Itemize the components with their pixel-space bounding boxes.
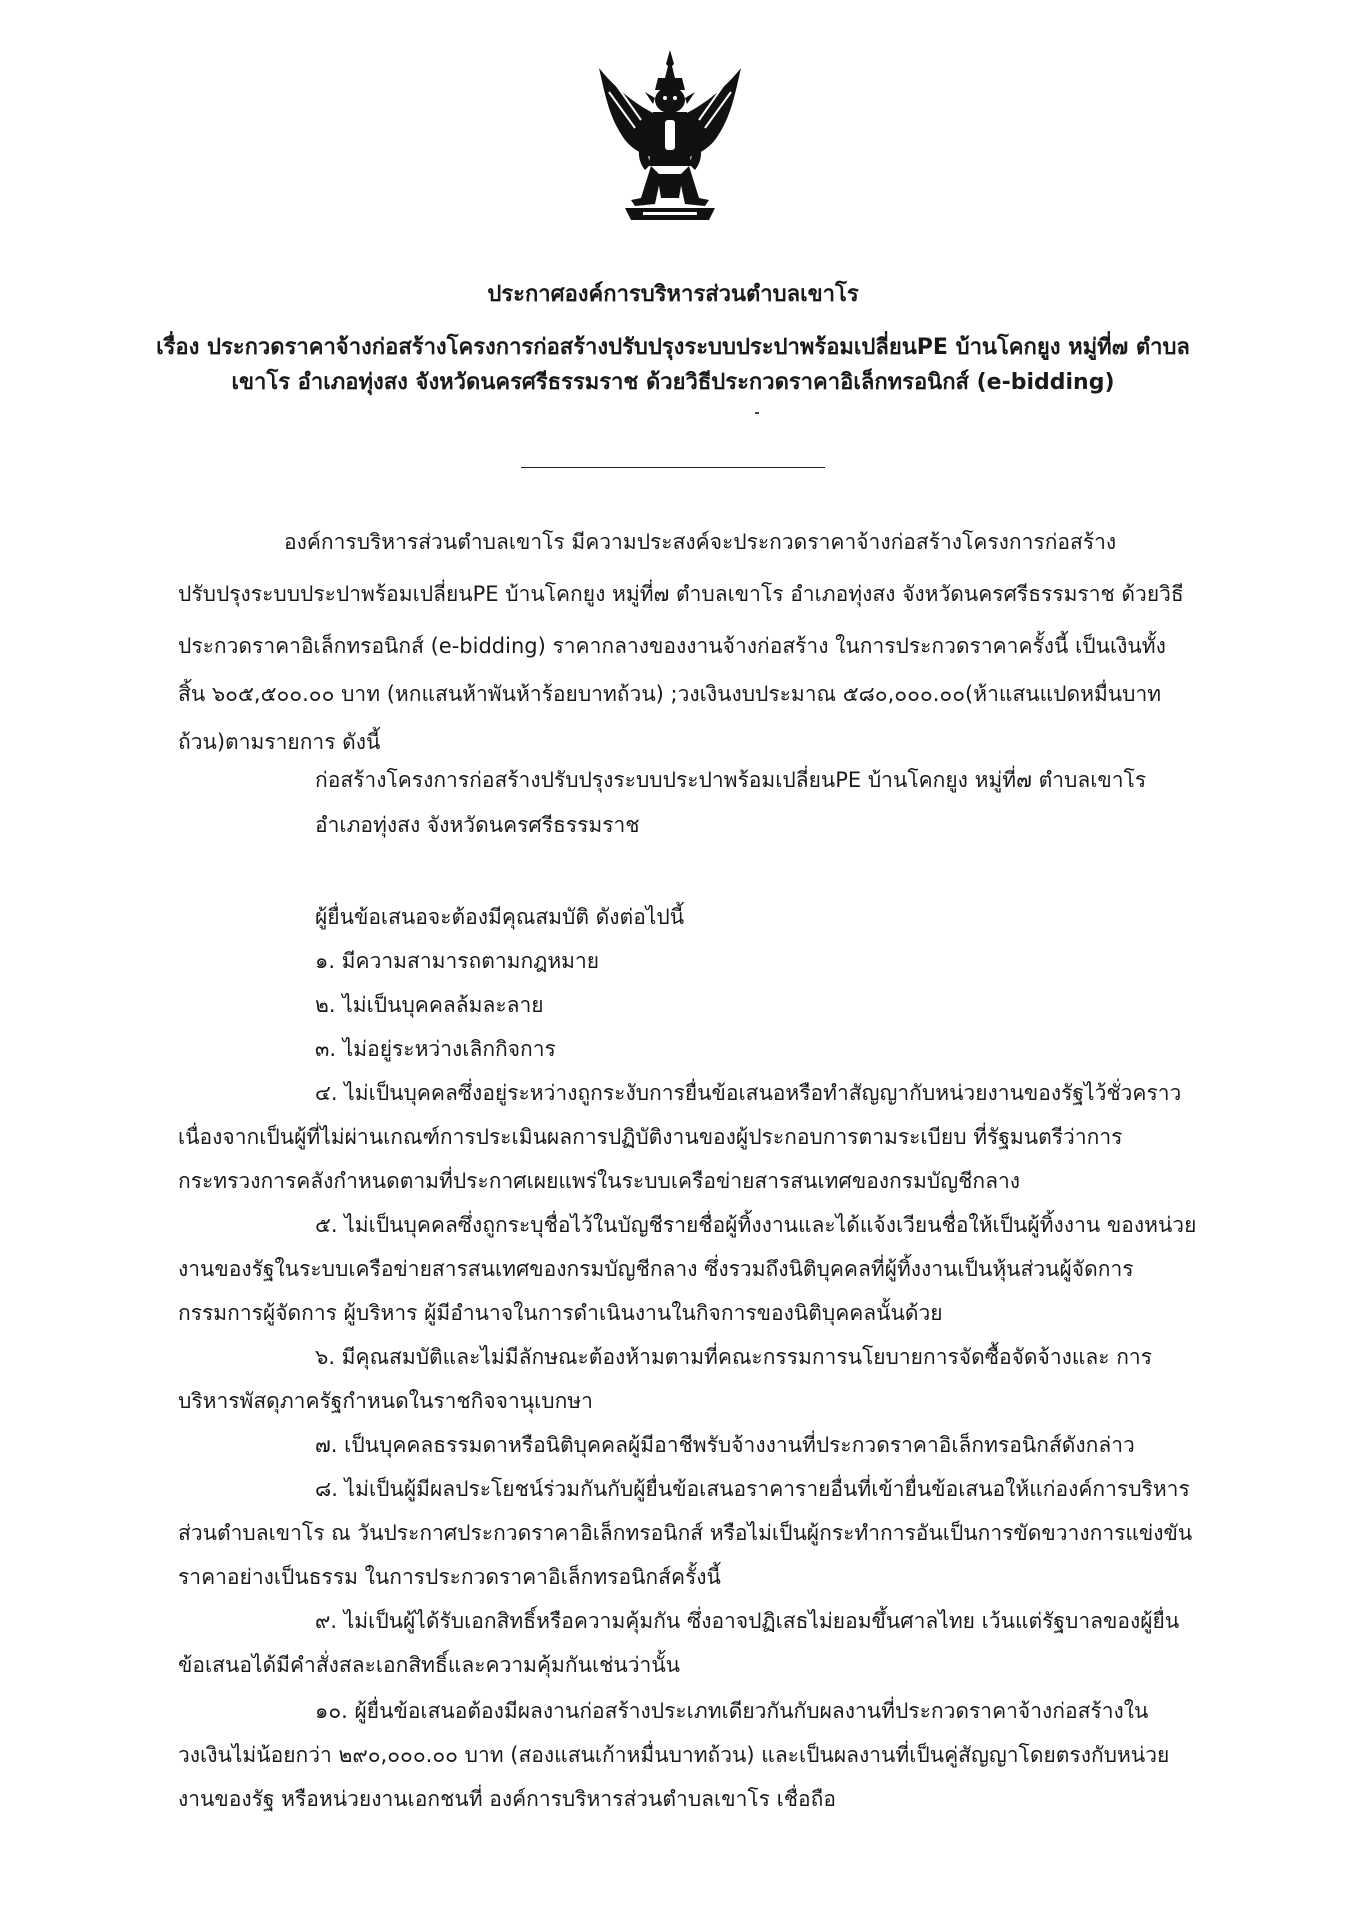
subject-line-1: เรื่อง ประกวดราคาจ้างก่อสร้างโครงการก่อสร้างปรับปรุงระบบประปาพร้อมเปลี่ยนPE บ้านโคกยูง หมู่ที่๗ ตำบล bbox=[156, 335, 1190, 360]
title-divider bbox=[521, 467, 825, 468]
intro-line-1: องค์การบริหารส่วนตำบลเขาโร มีความประสงค์จะประกวดราคาจ้างก่อสร้างโครงการก่อสร้าง bbox=[284, 530, 1117, 554]
qualification-8-line-2: ส่วนตำบลเขาโร ณ วันประกาศประกวดราคาอิเล็กทรอนิกส์ หรือไม่เป็นผู้กระทำการอันเป็นการขัดขวางการแข่งขัน bbox=[178, 1521, 1193, 1545]
announcement-title: ประกาศองค์การบริหารส่วนตำบลเขาโร bbox=[487, 282, 859, 307]
qualification-9-line-1: ๙. ไม่เป็นผู้ได้รับเอกสิทธิ์หรือความคุ้มกัน ซึ่งอาจปฏิเสธไม่ยอมขึ้นศาลไทย เว้นแต่รัฐบาลของผู้ยื่น bbox=[315, 1609, 1180, 1633]
intro-line-2: ปรับปรุงระบบประปาพร้อมเปลี่ยนPE บ้านโคกยูง หมู่ที่๗ ตำบลเขาโร อำเภอทุ่งสง จังหวัดนครศรีธรรมราช ด้วยวิธี bbox=[178, 582, 1184, 606]
intro-line-3: ประกวดราคาอิเล็กทรอนิกส์ (e-bidding) ราคากลางของงานจ้างก่อสร้าง ในการประกวดราคาครั้งนี้ เป็นเงินทั้ง bbox=[178, 634, 1166, 658]
qualification-5-line-2: งานของรัฐในระบบเครือข่ายสารสนเทศของกรมบัญชีกลาง ซึ่งรวมถึงนิติบุคคลที่ผู้ทิ้งงานเป็นหุ้นส่วนผู้จัดการ bbox=[178, 1257, 1134, 1281]
garuda-emblem-icon bbox=[595, 48, 745, 226]
qualification-6-line-1: ๖. มีคุณสมบัติและไม่มีลักษณะต้องห้ามตามที่คณะกรรมการนโยบายการจัดซื้อจัดจ้างและ การ bbox=[315, 1345, 1153, 1369]
qualification-6-line-2: บริหารพัสดุภาครัฐกำหนดในราชกิจจานุเบกษา bbox=[178, 1389, 593, 1413]
qualification-5-line-1: ๕. ไม่เป็นบุคคลซึ่งถูกระบุชื่อไว้ในบัญชีรายชื่อผู้ทิ้งงานและได้แจ้งเวียนชื่อให้เป็นผู้ทิ้งงาน ของหน่วย bbox=[315, 1213, 1197, 1237]
qualification-5-line-3: กรรมการผู้จัดการ ผู้บริหาร ผู้มีอำนาจในการดำเนินงานในกิจการของนิติบุคคลนั้นด้วย bbox=[178, 1301, 943, 1325]
qualification-8-line-1: ๘. ไม่เป็นผู้มีผลประโยชน์ร่วมกันกับผู้ยื่นข้อเสนอราคารายอื่นที่เข้ายื่นข้อเสนอให้แก่องค์การบริหาร bbox=[315, 1477, 1190, 1501]
qualification-10-line-3: งานของรัฐ หรือหน่วยงานเอกชนที่ องค์การบริหารส่วนตำบลเขาโร เชื่อถือ bbox=[178, 1787, 836, 1811]
subject-line-2: เขาโร อำเภอทุ่งสง จังหวัดนครศรีธรรมราช ด้วยวิธีประกวดราคาอิเล็กทรอนิกส์ (e-bidding) bbox=[231, 370, 1115, 395]
intro-line-4: สิ้น ๖๐๕,๕๐๐.๐๐ บาท (หกแสนห้าพันห้าร้อยบาทถ้วน) ;วงเงินงบประมาณ ๕๘๐,๐๐๐.๐๐(ห้าแสนแปดหมื่นบาท bbox=[178, 682, 1162, 706]
qualification-3: ๓. ไม่อยู่ระหว่างเลิกกิจการ bbox=[315, 1037, 556, 1061]
qualification-4-line-2: เนื่องจากเป็นผู้ที่ไม่ผ่านเกณฑ์การประเมินผลการปฏิบัติงานของผู้ประกอบการตามระเบียบ ที่รัฐมนตรีว่าการ bbox=[178, 1125, 1123, 1149]
qualification-1: ๑. มีความสามารถตามกฎหมาย bbox=[315, 949, 600, 973]
project-line-1: ก่อสร้างโครงการก่อสร้างปรับปรุงระบบประปาพร้อมเปลี่ยนPE บ้านโคกยูง หมู่ที่๗ ตำบลเขาโร bbox=[315, 768, 1147, 792]
qualification-4-line-3: กระทรวงการคลังกำหนดตามที่ประกาศเผยแพร่ในระบบเครือข่ายสารสนเทศของกรมบัญชีกลาง bbox=[178, 1169, 1020, 1193]
qualification-2: ๒. ไม่เป็นบุคคลล้มละลาย bbox=[315, 993, 544, 1017]
qualification-10-line-1: ๑๐. ผู้ยื่นข้อเสนอต้องมีผลงานก่อสร้างประเภทเดียวกันกับผลงานที่ประกวดราคาจ้างก่อสร้างใน bbox=[315, 1699, 1149, 1723]
qualification-10-line-2: วงเงินไม่น้อยกว่า ๒๙๐,๐๐๐.๐๐ บาท (สองแสนเก้าหมื่นบาทถ้วน) และเป็นผลงานที่เป็นคู่สัญญาโดยตรงกับหน่วย bbox=[178, 1743, 1170, 1767]
qualification-9-line-2: ข้อเสนอได้มีคำสั่งสละเอกสิทธิ์และความคุ้มกันเช่นว่านั้น bbox=[178, 1653, 681, 1677]
qualifications-title: ผู้ยื่นข้อเสนอจะต้องมีคุณสมบัติ ดังต่อไปนี้ bbox=[315, 905, 685, 929]
qualification-4-line-1: ๔. ไม่เป็นบุคคลซึ่งอยู่ระหว่างถูกระงับการยื่นข้อเสนอหรือทำสัญญากับหน่วยงานของรัฐไว้ชั่วคราว bbox=[315, 1081, 1182, 1105]
qualification-8-line-3: ราคาอย่างเป็นธรรม ในการประกวดราคาอิเล็กทรอนิกส์ครั้งนี้ bbox=[178, 1565, 721, 1589]
project-line-2: อำเภอทุ่งสง จังหวัดนครศรีธรรมราช bbox=[315, 813, 640, 837]
intro-line-5: ถ้วน)ตามรายการ ดังนี้ bbox=[178, 730, 381, 754]
qualification-7: ๗. เป็นบุคคลธรรมดาหรือนิติบุคคลผู้มีอาชีพรับจ้างงานที่ประกวดราคาอิเล็กทรอนิกส์ดังกล่าว bbox=[315, 1433, 1135, 1457]
dash-mark bbox=[755, 412, 759, 414]
